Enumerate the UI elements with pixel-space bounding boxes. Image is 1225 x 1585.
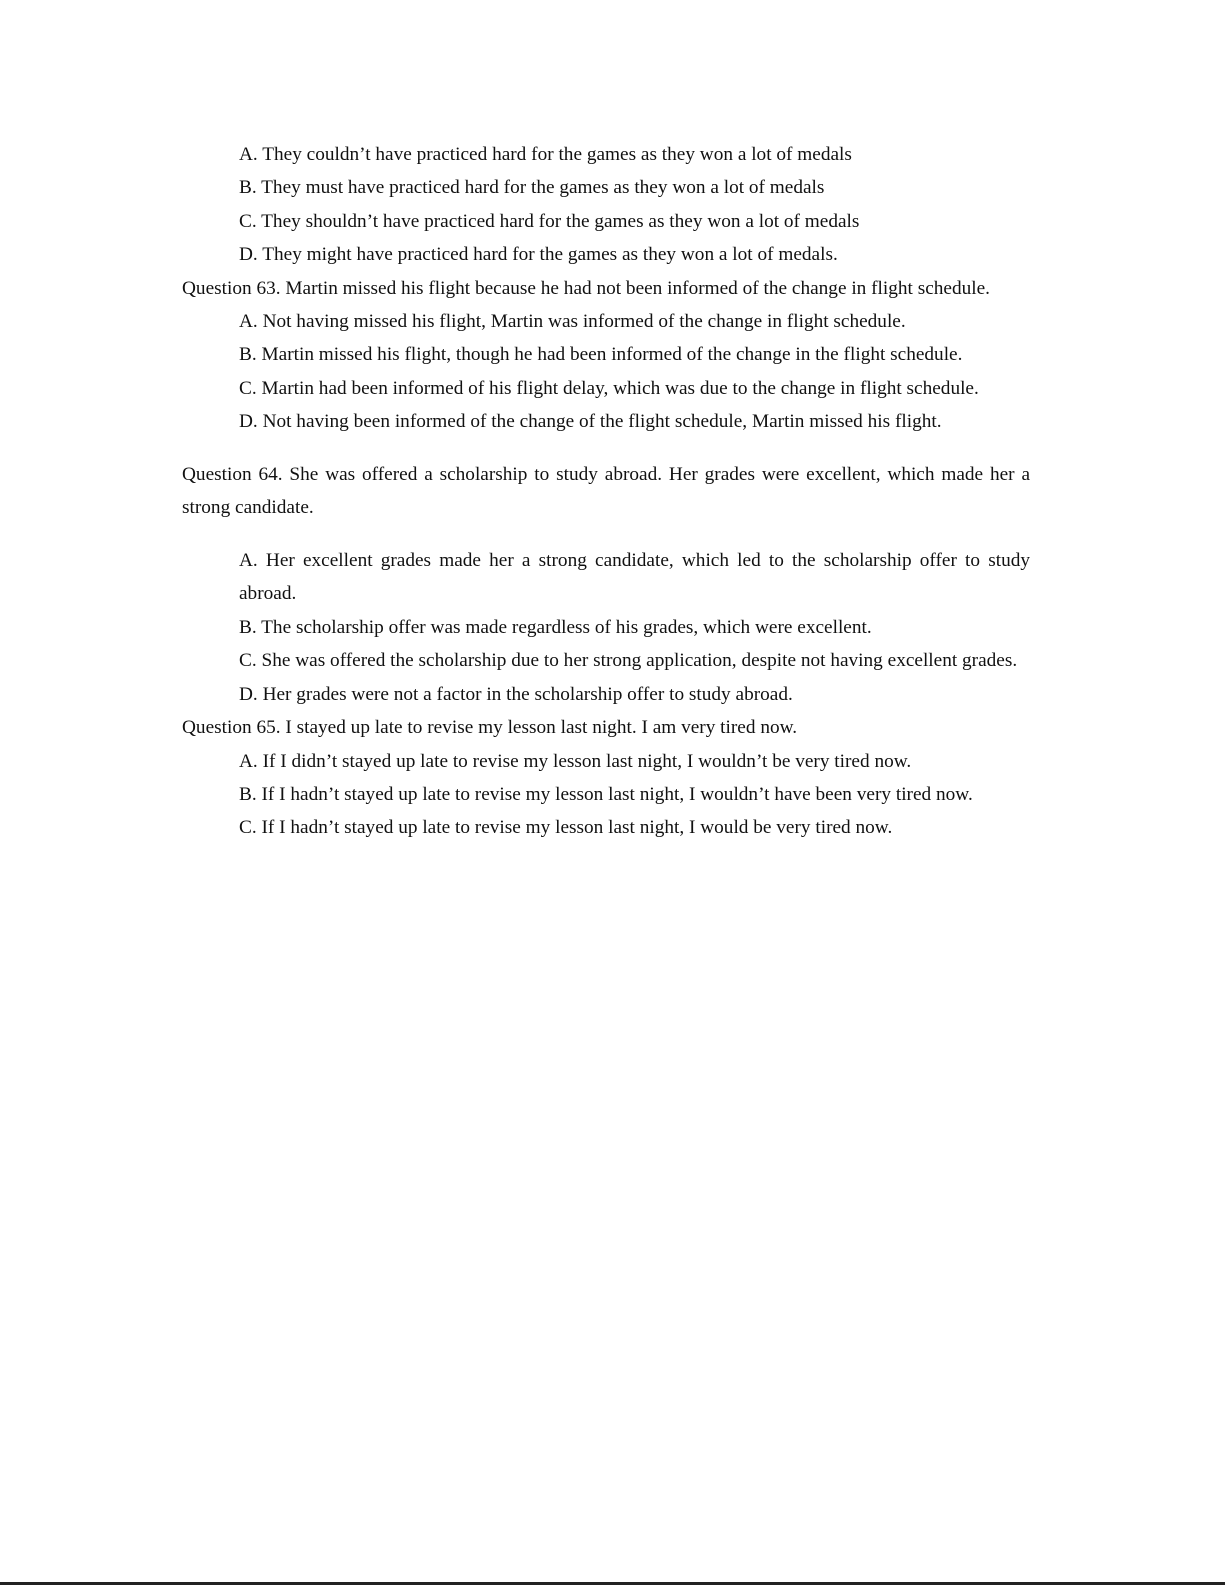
option-a: A. If I didn’t stayed up late to revise my lesson last night, I wouldn’t be very tired now. (239, 750, 912, 772)
option-a: A. Her excellent grades made her a strong candidate, which led to the scholarship offer to study abroad. (239, 550, 1030, 605)
question-text: Question 63. Martin missed his flight because he had not been informed of the change in flight schedule. (182, 277, 991, 299)
question-options (182, 305, 1030, 439)
question-text: Question 64. She was offered a scholarship to study abroad. Her grades were excellent, which made her a strong candidate. (182, 463, 1030, 519)
question-65 (182, 711, 1030, 845)
prev-question-options (182, 138, 1030, 272)
option-a: A. They couldn’t have practiced hard for the games as they won a lot of medals (239, 144, 852, 165)
question-options (182, 544, 1030, 711)
option-c: C. If I hadn’t stayed up late to revise my lesson last night, I would be very tired now. (239, 817, 893, 839)
question-63 (182, 272, 1030, 439)
question-text: Question 65. I stayed up late to revise my lesson last night. I am very tired now. (182, 717, 798, 739)
option-b: B. The scholarship offer was made regardless of his grades, which were excellent. (239, 616, 872, 638)
option-d: D. Her grades were not a factor in the scholarship offer to study abroad. (239, 683, 793, 705)
option-b: B. They must have practiced hard for the games as they won a lot of medals (239, 177, 825, 199)
option-c: C. They shouldn’t have practiced hard for the games as they won a lot of medals (239, 210, 860, 232)
option-b: B. Martin missed his flight, though he had been informed of the change in the flight schedule. (239, 344, 963, 366)
option-c: C. She was offered the scholarship due to her strong application, despite not having excellent grades. (239, 650, 1018, 672)
question-64 (182, 458, 1030, 711)
option-d: D. Not having been informed of the change of the flight schedule, Martin missed his flight. (239, 411, 942, 433)
option-c: C. Martin had been informed of his flight delay, which was due to the change in flight schedule. (239, 377, 979, 399)
question-options (182, 745, 1030, 845)
option-b: B. If I hadn’t stayed up late to revise my lesson last night, I wouldn’t have been very tired now. (239, 783, 973, 805)
option-a: A. Not having missed his flight, Martin was informed of the change in flight schedule. (239, 311, 906, 333)
page-content (182, 138, 1030, 845)
option-d: D. They might have practiced hard for the games as they won a lot of medals. (239, 244, 838, 266)
